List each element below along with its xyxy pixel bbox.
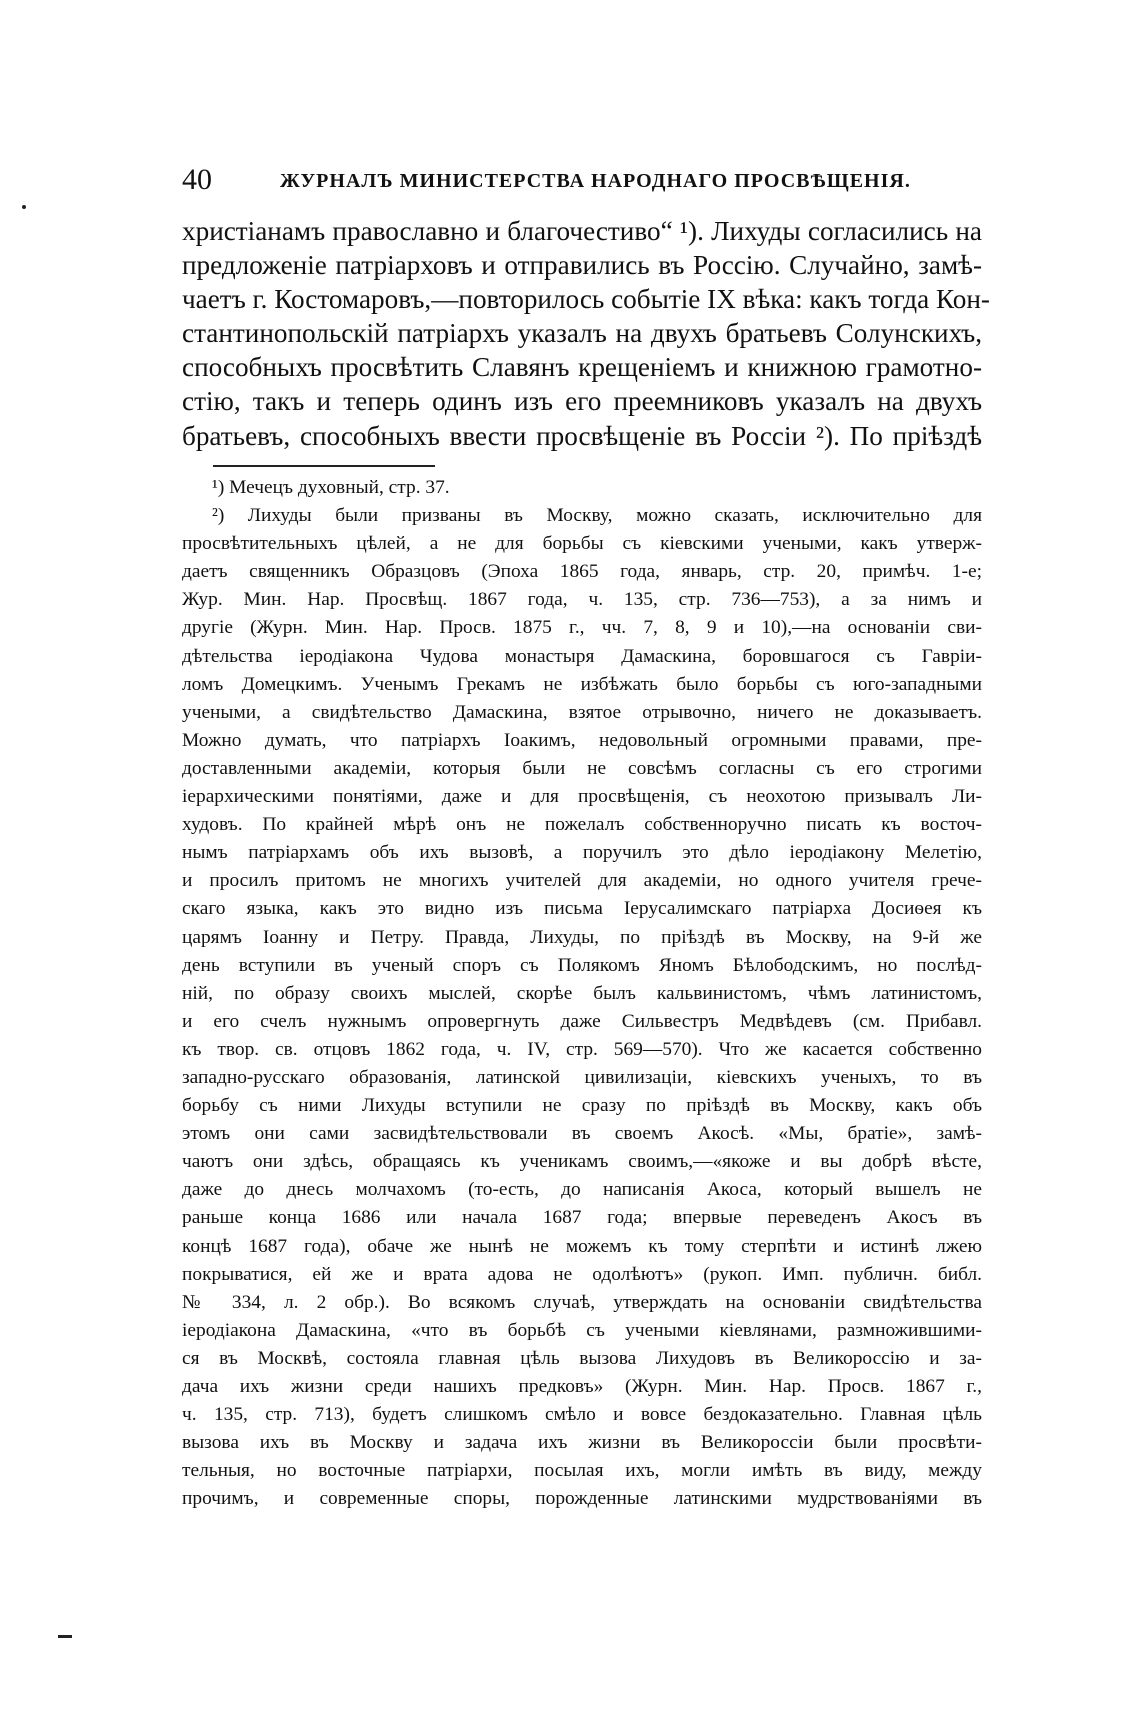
margin-speck	[22, 205, 26, 209]
footnote-line: дѣтельства іеродіакона Чудова монастыря Дамаскина, боровшагося съ Гавріи-	[182, 645, 982, 667]
text-line: способныхъ просвѣтить Славянъ крещеніемъ и книжною грамотно-	[182, 352, 982, 383]
footnote-line: другіе (Журн. Мин. Нар. Просв. 1875 г., чч. 7, 8, 9 и 10),—на основаніи сви-	[182, 617, 982, 639]
footnote-line: день вступили въ ученый споръ съ Полякомъ Яномъ Бѣлободскимъ, но послѣд-	[182, 954, 982, 976]
text-line: стію, такъ и теперь одинъ изъ его преемниковъ указалъ на двухъ	[182, 386, 982, 417]
running-title: ЖУРНАЛЪ МИНИСТЕРСТВА НАРОДНАГО ПРОСВѢЩЕНІЯ.	[280, 170, 911, 192]
footnote-line: и его счелъ нужнымъ опровергнуть даже Сильвестръ Медвѣдевъ (см. Прибавл.	[182, 1010, 982, 1032]
footnote-line: дача ихъ жизни среди нашихъ предковъ» (Журн. Мин. Нар. Просв. 1867 г.,	[182, 1376, 982, 1397]
footnote-line: западно-русскаго образованія, латинской цивилизаціи, кіевскихъ ученыхъ, то въ	[182, 1066, 982, 1088]
main-text	[182, 214, 990, 453]
footnote-line: къ твор. св. отцовъ 1862 года, ч. IV, стр. 569—570). Что же касается собственно	[182, 1038, 982, 1060]
footnote-line: ся въ Москвѣ, состояла главная цѣль вызова Лихудовъ въ Великороссію и за-	[182, 1347, 982, 1369]
footnote-line: ²) Лихуды были призваны въ Москву, можно сказать, исключительно для	[212, 505, 982, 527]
footnote-line: худовъ. По крайней мѣрѣ онъ не пожелалъ собственноручно писать къ восточ-	[182, 814, 982, 836]
footnote-line: и просилъ притомъ не многихъ учителей для академіи, но одного учителя грече-	[182, 870, 982, 892]
footnote-line: даже до днесь молчахомъ (то-есть, до написанія Акоса, который вышелъ не	[182, 1179, 982, 1201]
footnote-line: вызова ихъ въ Москву и задача ихъ жизни въ Великороссіи были просвѣти-	[182, 1432, 982, 1454]
page-header	[182, 160, 982, 200]
text-line: братьевъ, способныхъ ввести просвѣщеніе въ Россіи ²). По пріѣздѣ	[182, 420, 982, 451]
text-line: чаетъ г. Костомаровъ,—повторилось событіе IX вѣка: какъ тогда Кон-	[182, 284, 990, 315]
footnote-line: ній, по образу своихъ мыслей, скорѣе былъ кальвинистомъ, чѣмъ латинистомъ,	[182, 982, 982, 1004]
text-line: стантинопольскій патріархъ указалъ на двухъ братьевъ Солунскихъ,	[182, 318, 982, 349]
footnote-line: Жур. Мин. Нар. Просвѣщ. 1867 года, ч. 135, стр. 736—753), а за нимъ и	[182, 589, 982, 611]
footnote-line: тельныя, но восточные патріархи, посылая ихъ, могли имѣть въ виду, между	[182, 1460, 982, 1482]
footnote-line: іеродіакона Дамаскина, «что въ борьбѣ съ учеными кіевлянами, размножившими-	[182, 1319, 982, 1341]
footnote-line: нымъ патріархамъ объ ихъ вызовѣ, а поручилъ это дѣло іеродіакону Мелетію,	[182, 842, 982, 864]
footnote-line: ломъ Домецкимъ. Ученымъ Грекамъ не избѣжать было борьбы съ юго-западными	[182, 673, 982, 695]
footnotes	[182, 474, 982, 1513]
footnote-line: даетъ священникъ Образцовъ (Эпоха 1865 года, январь, стр. 20, примѣч. 1-е;	[182, 561, 982, 583]
footnote-line: № 334, л. 2 обр.). Во всякомъ случаѣ, утверждать на основаніи свидѣтельства	[182, 1291, 982, 1313]
footnote-line: прочимъ, и современные споры, порожденные латинскими мудрствованіями въ	[182, 1488, 982, 1510]
page-number: 40	[182, 163, 212, 196]
text-line: христіанамъ православно и благочестиво“ ¹). Лихуды согласились на	[182, 216, 982, 246]
footnote-rule	[213, 465, 435, 467]
footnote-line: просвѣтительныхъ цѣлей, а не для борьбы съ кіевскими учеными, какъ утверж-	[182, 533, 982, 555]
footnote-line: ч. 135, стр. 713), будетъ слишкомъ смѣло и вовсе бездоказательно. Главная цѣль	[182, 1404, 982, 1426]
footnote-line: раньше конца 1686 или начала 1687 года; впервые переведенъ Акосъ въ	[182, 1207, 982, 1229]
footnote-line: ¹) Мечецъ духовный, стр. 37.	[212, 477, 450, 498]
footnote-line: царямъ Іоанну и Петру. Правда, Лихуды, по пріѣздѣ въ Москву, на 9-й же	[182, 926, 982, 948]
footnote-line: борьбу съ ними Лихуды вступили не сразу по пріѣздѣ въ Москву, какъ объ	[182, 1095, 982, 1117]
footnote-line: учеными, а свидѣтельство Дамаскина, взятое отрывочно, ничего не доказываетъ.	[182, 701, 982, 723]
footnote-line: скаго языка, какъ это видно изъ письма Іерусалимскаго патріарха Досиѳея къ	[182, 898, 982, 920]
footnote-line: этомъ они сами засвидѣтельствовали въ своемъ Акосѣ. «Мы, братіе», замѣ-	[182, 1123, 982, 1145]
text-line: предложеніе патріарховъ и отправились въ Россію. Случайно, замѣ-	[182, 250, 982, 281]
margin-mark	[58, 1635, 72, 1638]
footnote-line: Можно думать, что патріархъ Іоакимъ, недовольный огромными правами, пре-	[182, 729, 982, 751]
footnote-line: чаютъ они здѣсь, обращаясь къ ученикамъ своимъ,—«якоже и вы добрѣ вѣсте,	[182, 1151, 982, 1173]
footnote-line: іерархическими понятіями, даже и для просвѣщенія, съ неохотою призывалъ Ли-	[182, 786, 982, 808]
footnote-line: доставленными академіи, которыя были не совсѣмъ согласны съ его строгими	[182, 757, 982, 779]
footnote-line: покрыватися, ей же и врата адова не одолѣютъ» (рукоп. Имп. публичн. библ.	[182, 1263, 982, 1285]
footnote-line: концѣ 1687 года), обаче же нынѣ не можемъ къ тому стерпѣти и истинѣ лжею	[182, 1235, 982, 1257]
